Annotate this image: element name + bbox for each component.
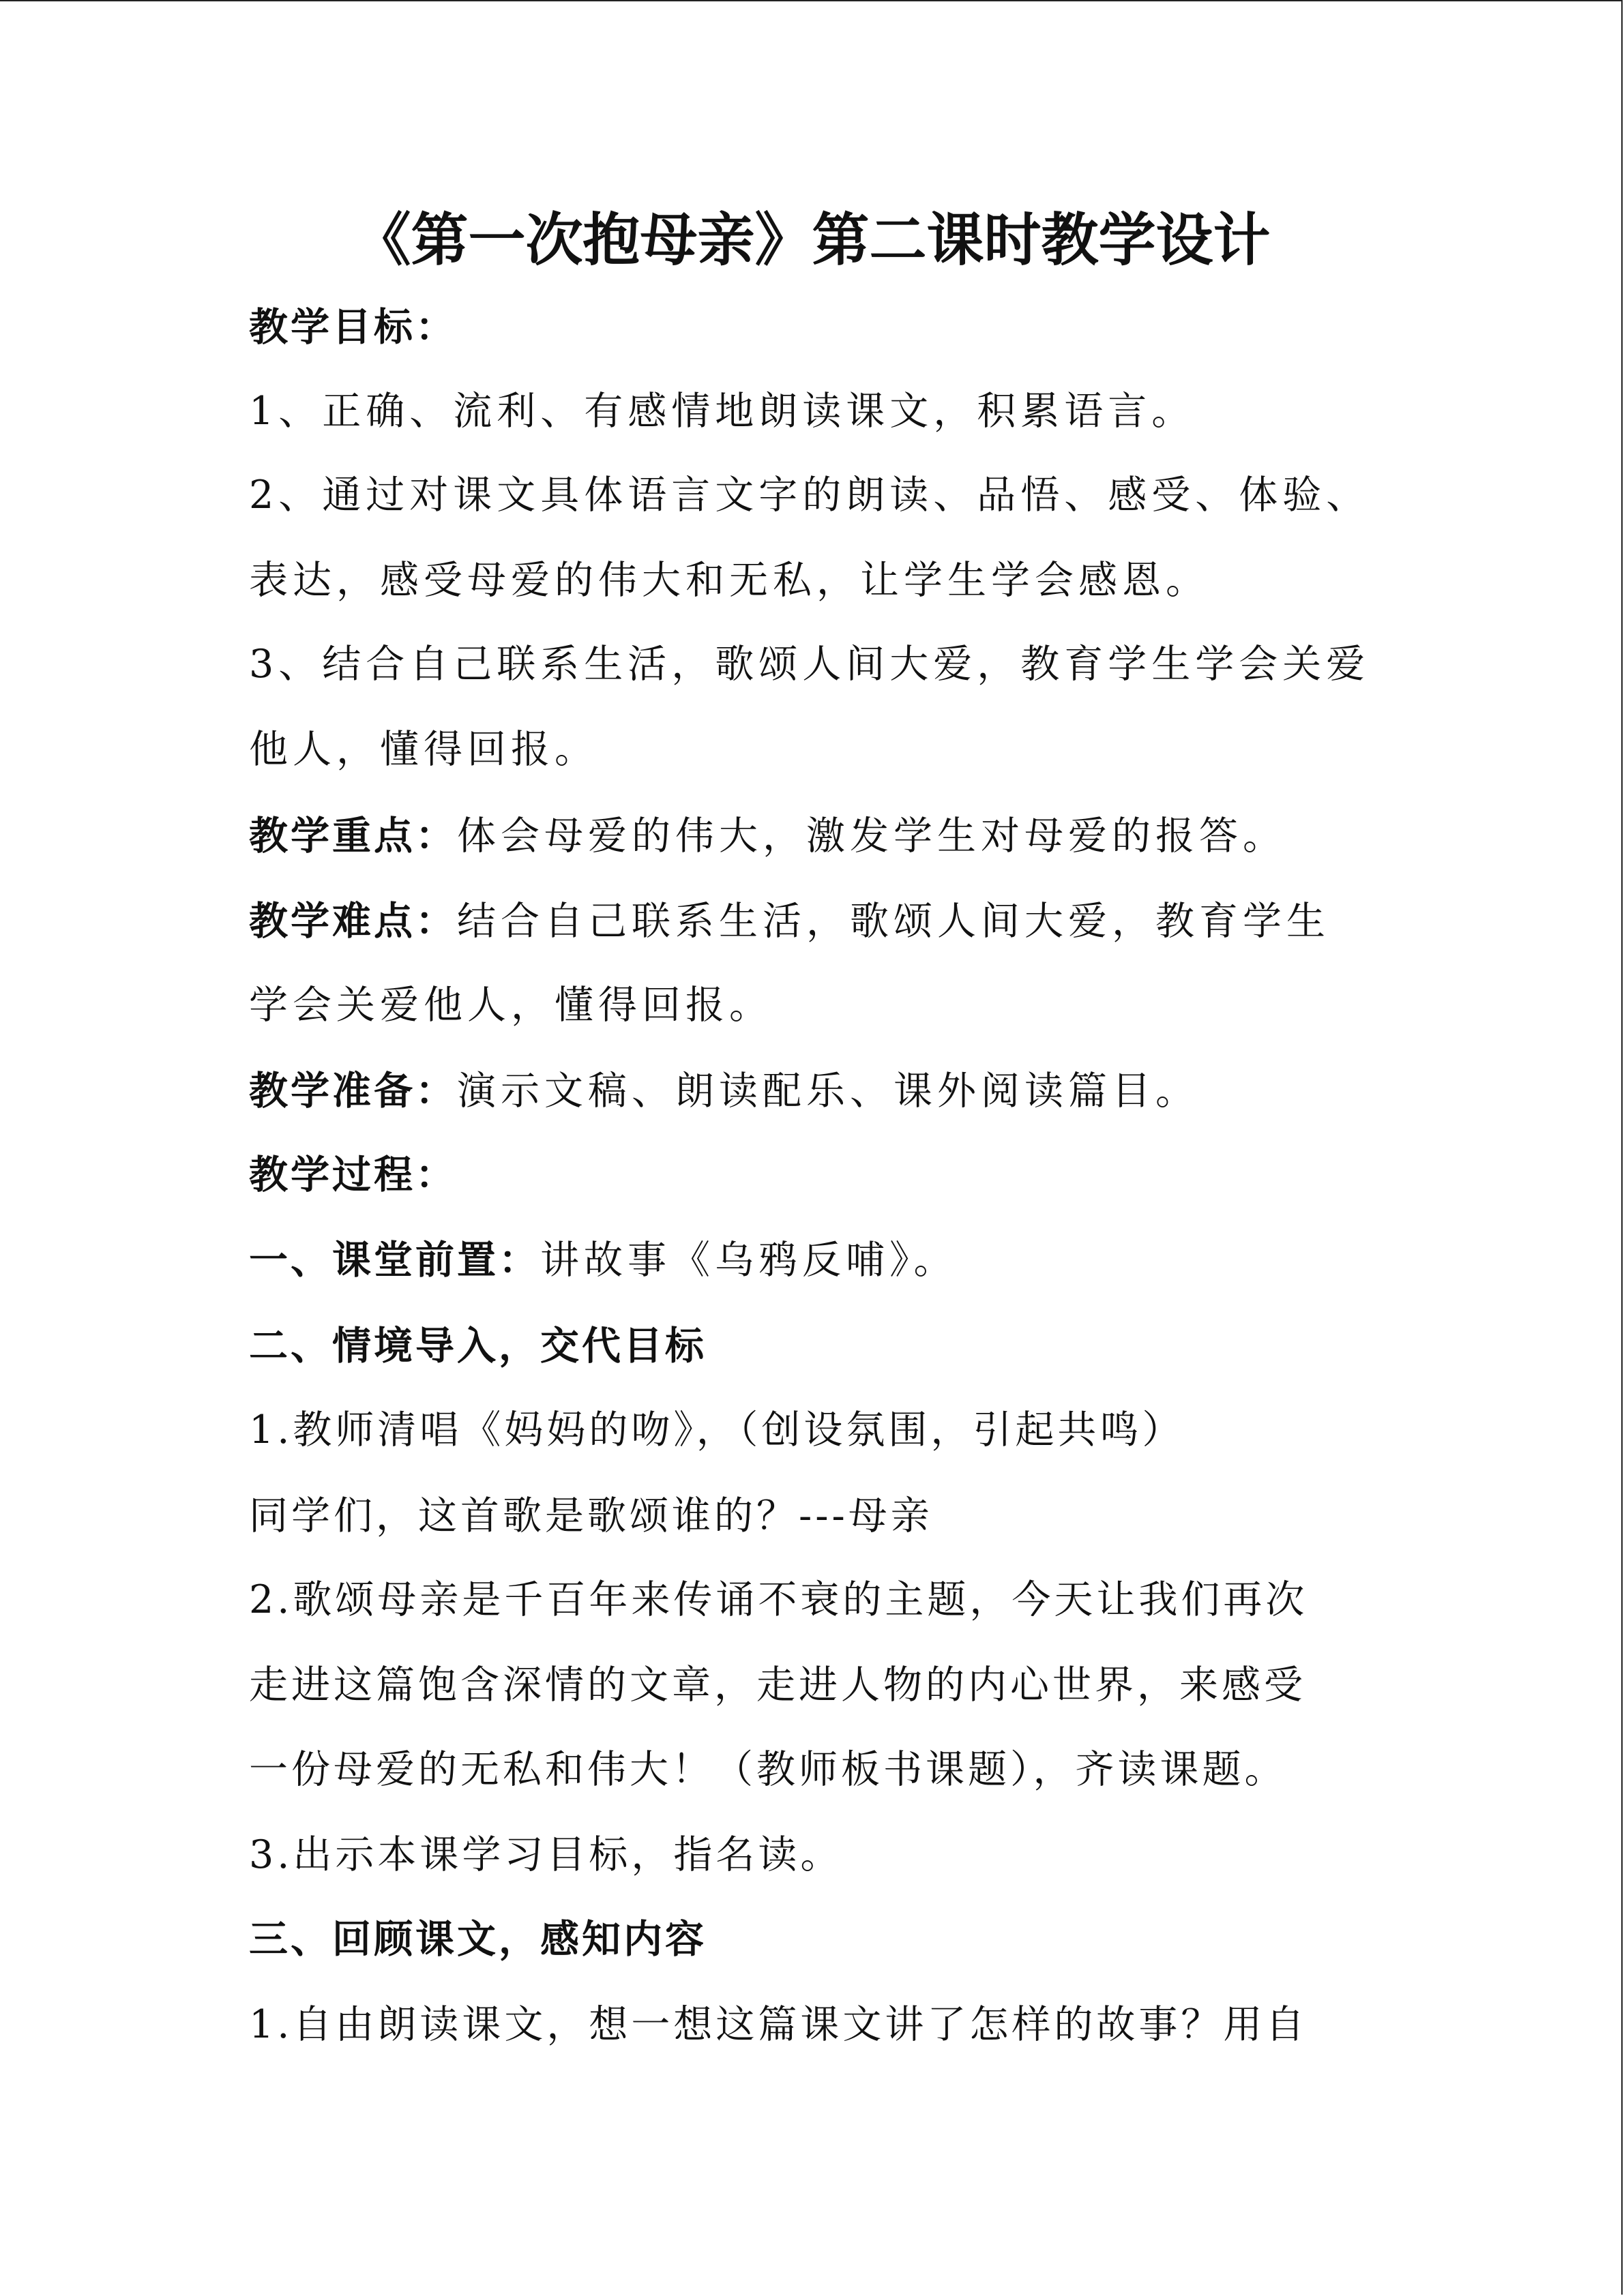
difficulty-label: 教学难点： bbox=[249, 899, 457, 944]
objective-line: 2、通过对课文具体语言文字的朗读、品悟、感受、体验、 bbox=[249, 473, 1370, 518]
process-heading: 教学过程： bbox=[249, 1152, 457, 1197]
difficulty-line bbox=[249, 894, 1330, 949]
objective-line: 1、正确、流利、有感情地朗读课文，积累语言。 bbox=[249, 389, 1196, 434]
section2-line: 1.教师清唱《妈妈的吻》，（创设氛围，引起共鸣） bbox=[249, 1407, 1185, 1452]
key-point-line bbox=[249, 809, 1286, 863]
key-point-label: 教学重点： bbox=[249, 814, 457, 859]
preparation-label: 教学准备： bbox=[249, 1069, 457, 1114]
section1-text: 讲故事《乌鸦反哺》。 bbox=[540, 1238, 958, 1283]
section2-line: 同学们，这首歌是歌颂谁的？---母亲 bbox=[249, 1493, 933, 1538]
objective-line: 表达，感受母爱的伟大和无私，让学生学会感恩。 bbox=[249, 558, 1209, 603]
difficulty-continuation: 学会关爱他人，懂得回报。 bbox=[249, 983, 773, 1028]
section2-line: 一份母爱的无私和伟大！（教师板书课题），齐读课题。 bbox=[249, 1747, 1287, 1792]
document-title: 《第一次抱母亲》第二课时教学设计 bbox=[353, 207, 1271, 273]
section2-line: 2.歌颂母亲是千百年来传诵不衰的主题，今天让我们再次 bbox=[249, 1577, 1308, 1622]
objective-line: 3、结合自己联系生活，歌颂人间大爱，教育学生学会关爱 bbox=[249, 642, 1370, 687]
preparation-line bbox=[249, 1064, 1199, 1118]
preparation-text: 演示文稿、朗读配乐、课外阅读篇目。 bbox=[457, 1069, 1199, 1114]
key-point-text: 体会母爱的伟大，激发学生对母爱的报答。 bbox=[457, 814, 1286, 859]
section2-line: 3.出示本课学习目标，指名读。 bbox=[249, 1832, 843, 1877]
objective-line: 他人，懂得回报。 bbox=[249, 727, 598, 772]
section1-line bbox=[249, 1233, 958, 1287]
section2-heading: 二、情境导入，交代目标 bbox=[249, 1324, 707, 1369]
difficulty-text: 结合自己联系生活，歌颂人间大爱，教育学生 bbox=[457, 899, 1330, 944]
section3-heading: 三、回顾课文，感知内容 bbox=[249, 1917, 707, 1962]
section3-line: 1.自由朗读课文，想一想这篇课文讲了怎样的故事？用自 bbox=[249, 2002, 1308, 2047]
section1-label: 一、课堂前置： bbox=[249, 1238, 540, 1283]
section2-line: 走进这篇饱含深情的文章，走进人物的内心世界，来感受 bbox=[249, 1663, 1306, 1708]
objectives-heading: 教学目标： bbox=[249, 305, 457, 350]
